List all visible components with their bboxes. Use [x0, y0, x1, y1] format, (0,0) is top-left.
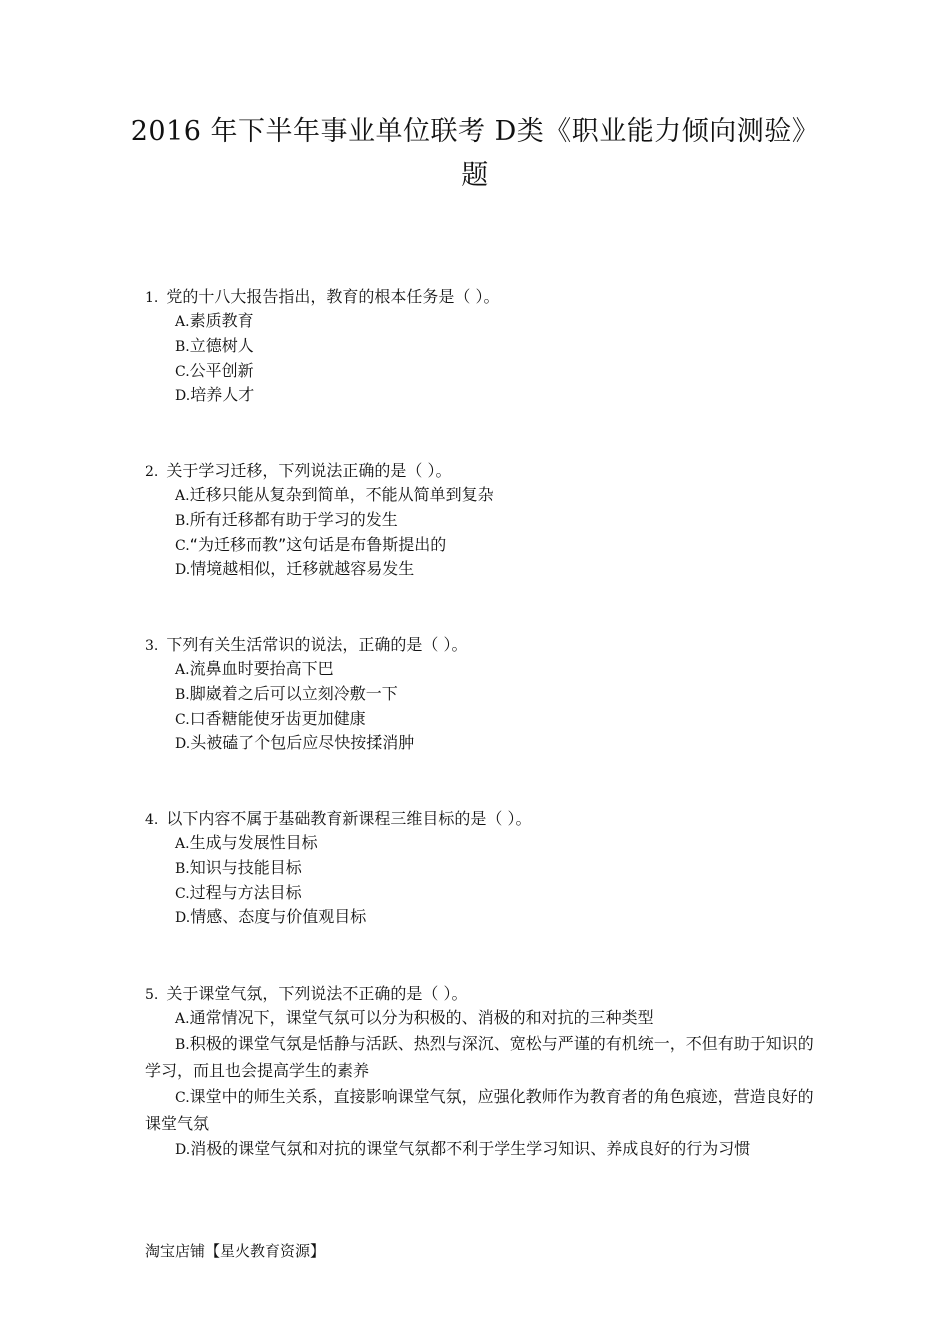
title-rest: 类《职业能力倾向测验》 — [516, 116, 820, 147]
option-d — [145, 1137, 815, 1162]
option-b — [145, 334, 815, 359]
option-text: 情感、态度与价值观目标 — [190, 907, 367, 927]
question-text: 关于课堂气氛，下列说法不正确的是（ ）。 — [166, 984, 468, 1003]
question-stem — [145, 459, 815, 483]
question-3 — [145, 633, 815, 756]
option-d — [145, 383, 815, 408]
option-a — [145, 831, 815, 856]
option-c — [145, 707, 815, 732]
title-line-2: 题 — [461, 160, 489, 191]
option-letter: C. — [175, 711, 190, 728]
option-text: 脚崴着之后可以立刻冷敷一下 — [189, 683, 398, 703]
option-letter: C. — [175, 537, 190, 554]
page-title — [100, 110, 850, 198]
question-number: 3. — [145, 638, 159, 654]
option-letter: D. — [175, 910, 191, 927]
option-text: “为迁移而教”这句话是布鲁斯提出的 — [189, 534, 447, 554]
option-d — [145, 905, 815, 930]
option-letter: D. — [175, 562, 191, 579]
question-stem — [145, 285, 815, 309]
question-stem — [145, 807, 815, 831]
option-c — [145, 359, 815, 384]
option-text: 口香糖能使牙齿更加健康 — [189, 708, 366, 728]
option-letter: D. — [175, 736, 191, 753]
option-b — [145, 682, 815, 707]
question-2 — [145, 459, 815, 582]
option-b — [145, 856, 815, 881]
option-b — [145, 1031, 815, 1084]
question-text: 下列有关生活常识的说法，正确的是（ ）。 — [166, 635, 468, 654]
option-letter: A. — [175, 1011, 190, 1027]
option-letter: C. — [175, 1089, 190, 1106]
option-letter: D. — [175, 1141, 191, 1158]
option-letter: D. — [175, 388, 191, 405]
option-a — [145, 1006, 815, 1031]
question-text: 关于学习迁移，下列说法正确的是（ ）。 — [166, 461, 452, 480]
option-text: 立德树人 — [189, 335, 254, 355]
option-text: 积极的课堂气氛是恬静与活跃、热烈与深沉、宽松与严谨的有机统一，不但有助于知识的学习，而且也会提高学生的素养 — [145, 1033, 814, 1081]
question-number: 4. — [145, 812, 159, 828]
question-number: 5. — [145, 987, 159, 1003]
question-number: 1. — [145, 290, 159, 306]
option-letter: A. — [175, 314, 190, 330]
option-text: 培养人才 — [190, 385, 255, 405]
option-b — [145, 508, 815, 533]
question-5 — [145, 982, 815, 1162]
option-d — [145, 731, 815, 756]
option-a — [145, 309, 815, 334]
option-letter: B. — [175, 1036, 190, 1053]
option-c — [145, 533, 815, 558]
option-text: 通常情况下，课堂气氛可以分为积极的、消极的和对抗的三种类型 — [189, 1008, 654, 1027]
option-letter: C. — [175, 363, 190, 380]
title-text: 年下半年事业单位联考 — [210, 116, 486, 147]
option-c — [145, 881, 815, 906]
option-text: 迁移只能从复杂到简单，不能从简单到复杂 — [189, 485, 494, 504]
title-letter: D — [494, 116, 517, 147]
option-letter: B. — [175, 860, 190, 877]
option-letter: C. — [175, 885, 190, 902]
option-text: 头被磕了个包后应尽快按揉消肿 — [190, 733, 415, 753]
question-text: 党的十八大报告指出，教育的根本任务是（ ）。 — [166, 287, 500, 306]
option-text: 课堂中的师生关系，直接影响课堂气氛，应强化教师作为教育者的角色痕迹，营造良好的课堂气氛 — [145, 1086, 814, 1134]
option-text: 情境越相似，迁移就越容易发生 — [190, 559, 415, 579]
option-text: 公平创新 — [189, 360, 254, 380]
footer-shop-note: 淘宝店铺【星火教育资源】 — [145, 1242, 326, 1260]
option-text: 过程与方法目标 — [189, 882, 302, 902]
option-a — [145, 657, 815, 682]
option-text: 生成与发展性目标 — [189, 833, 318, 852]
option-a — [145, 483, 815, 508]
option-text: 知识与技能目标 — [189, 857, 302, 877]
question-text: 以下内容不属于基础教育新课程三维目标的是（ ）。 — [166, 809, 532, 828]
option-letter: A. — [175, 836, 190, 852]
option-c — [145, 1084, 815, 1137]
question-number: 2. — [145, 464, 159, 480]
option-d — [145, 557, 815, 582]
question-stem — [145, 633, 815, 657]
title-line-1 — [100, 110, 850, 154]
question-4 — [145, 807, 815, 930]
question-1 — [145, 285, 815, 408]
option-letter: B. — [175, 512, 190, 529]
option-text: 素质教育 — [189, 311, 254, 330]
question-stem — [145, 982, 815, 1006]
option-letter: B. — [175, 686, 190, 703]
option-letter: B. — [175, 338, 190, 355]
option-text: 消极的课堂气氛和对抗的课堂气氛都不利于学生学习知识、养成良好的行为习惯 — [190, 1138, 751, 1158]
option-text: 流鼻血时要抬高下巴 — [189, 659, 334, 678]
title-year: 2016 — [130, 116, 202, 147]
option-text: 所有迁移都有助于学习的发生 — [189, 509, 398, 529]
option-letter: A. — [175, 488, 190, 504]
option-letter: A. — [175, 662, 190, 678]
